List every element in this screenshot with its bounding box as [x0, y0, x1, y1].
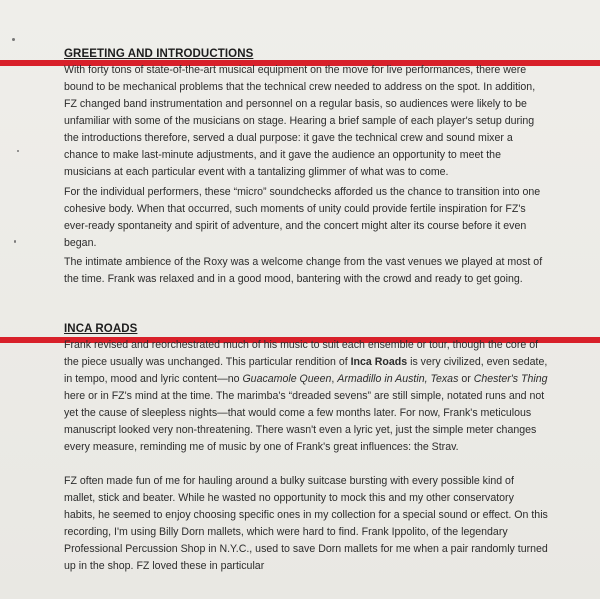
body-paragraph: The intimate ambience of the Roxy was a welcome change from the vast venues we played at most of the time. Frank was relaxed and in a good mood, bantering with the crowd and ready to get going. — [64, 256, 543, 285]
song-title: Inca Roads — [350, 356, 408, 368]
body-paragraph: FZ often made fun of me for hauling around a bulky suitcase bursting with every possible kind of mallet, stick and beater. While he wasted no opportunity to mock this and my other conservatory habits, he seemed to enjoy choosing specific ones in my collection for a special sound or effect. On this recording, I'm using Billy Dorn mallets, which were hard to find. Frank Ippolito, of the legendary Professional Percussion Shop in N.Y.C., used to save Dorn mallets for me when a pair randomly turned up in the shop. FZ loved these in particular — [64, 475, 548, 572]
song-title: Guacamole Queen — [242, 373, 332, 385]
text-run: is very civilized, even sedate, in tempo, mood and lyric content—no — [64, 356, 548, 385]
body-paragraph: For the individual performers, these “micro” soundchecks afforded us the chance to transition into one cohesive body. When that occurred, such moments of unity could provide fertile inspiration for FZ's ever-ready spontaneity and spirit of adventure, and the concert might alter its course before it even began. — [64, 186, 541, 249]
paper-speck — [14, 240, 16, 243]
section-heading: GREETING AND INTRODUCTIONS — [64, 48, 254, 60]
song-title: Armadillo in Austin, Texas — [337, 373, 459, 385]
text-run: , — [331, 373, 338, 385]
song-title: Chester's Thing — [473, 373, 548, 385]
text-run: or — [458, 373, 474, 385]
body-paragraph — [64, 337, 548, 456]
text-run: here or in FZ's mind at the time. The marimba's “dreaded sevens” are still simple, notated runs and not yet the cause of sleepless nights—that would come a few months later. For now, Frank's meticulous manuscript looked very non-threatening. There wasn't even a lyric yet, just the simple meter changes every measure, reminding me of music by one of Frank's great influences: the Strav. — [64, 390, 545, 453]
paper-speck — [17, 150, 19, 152]
text-run: Frank revised and reorchestrated much of his music to suit each ensemble or tour, though the core of the piece usually was unchanged. This particular rendition of — [64, 339, 539, 368]
body-paragraph: With forty tons of state-of-the-art musical equipment on the move for live performances, there were bound to be mechanical problems that the technical crew needed to address on the spot. In addition, FZ changed band instrumentation and personnel on a regular basis, so audiences were likely to be unfamiliar with some of the musicians on stage. Hearing a brief sample of each player's setup during the introductions therefore, served a dual purpose: it gave the technical crew and sound mixer a chance to make last-minute adjustments, and it gave the audience an opportunity to meet the musicians at each particular event with a tantalizing glimmer of what was to come. — [64, 64, 536, 178]
section-heading: INCA ROADS — [64, 323, 138, 335]
paper-speck — [12, 38, 15, 41]
